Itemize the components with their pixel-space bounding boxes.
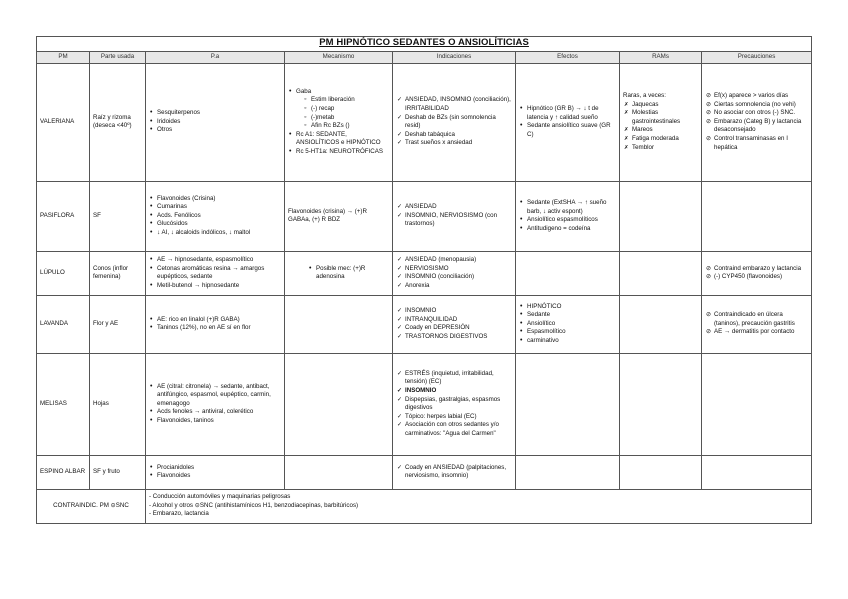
pm-name: VALERIANA: [37, 63, 90, 181]
indicaciones-cell: [393, 353, 516, 455]
pm-name: LAVANDA: [37, 295, 90, 353]
list-item: • Flavonoides: [149, 472, 281, 481]
list-item: • Posible mec: (+)R adenosina: [308, 265, 389, 282]
list-item: • Hipnótico (GR B) → ↓ t de latencia y ↑ calidad sueño: [519, 105, 616, 122]
efectos-cell: [516, 353, 620, 455]
page-title: PM HIPNÓTICO SEDANTES O ANSIOLÍTICIAS: [319, 37, 529, 49]
precauciones-cell: [702, 181, 812, 251]
rams-cell: [620, 353, 702, 455]
list-item: ✓ ANSIEDAD (menopausia): [396, 256, 512, 265]
parte-usada: Flor y AE: [90, 295, 146, 353]
contra-item: - Conducción automóviles y maquinarias peligrosas: [149, 493, 291, 501]
precauciones-cell: [702, 353, 812, 455]
list-item: • Espasmolítico: [519, 328, 616, 337]
list-item: ⊘ Embarazo (Categ B) y lactancia desaconsejado: [705, 118, 808, 135]
list-item: ✓ Coady en DEPRESIÓN: [396, 324, 512, 333]
list-item: ✓ Deshab de BZs (sin somnolencia resid): [396, 114, 512, 131]
parte-usada: Raíz y rizoma (deseca <40º): [90, 63, 146, 181]
list-item: ✓ INSOMNIO: [396, 307, 512, 316]
list-item: • Gaba ◦ Estim liberación ◦ (-) recap ◦ (-)metab ◦ Afin Rc BZs (): [288, 88, 389, 131]
col-header-indicaciones: Indicaciones: [393, 52, 516, 64]
pm-name: MELISAS: [37, 353, 90, 455]
list-item: • Acds. Fenólicos: [149, 212, 281, 221]
col-header-efectos: Efectos: [516, 52, 620, 64]
mecanismo-cell: [285, 455, 393, 489]
list-item: ✓ Trast sueños x ansiedad: [396, 139, 512, 148]
list-item: ✓ Asociación con otros sedantes y/o carminativos: "Agua del Carmen": [396, 421, 512, 438]
list-item: ⊘ Contraind embarazo y lactancia: [705, 265, 808, 274]
pm-name: LÚPULO: [37, 251, 90, 295]
list-item: • Taninos (12%), no en AE sí en flor: [149, 324, 281, 333]
header-row: [37, 52, 812, 64]
list-item: ⊘ AE → dermatitis por contacto: [705, 328, 808, 337]
rams-intro: Raras, a veces:: [623, 92, 666, 100]
contra-item: - Alcohol y otros ⊝SNC (antihistamínicos H1, benzodiacepinas, barbitúricos): [149, 501, 359, 509]
list-item: • Acds fenoles → antiviral, colerético: [149, 408, 281, 417]
list-item: • Ansiolítico espasmolíticos: [519, 216, 616, 225]
list-item: • Cumarinas: [149, 203, 281, 212]
pm-name: PASIFLORA: [37, 181, 90, 251]
title-cell: [37, 37, 812, 52]
efectos-cell: [516, 295, 620, 353]
list-item: ✓ Dispepsias, gastralgias, espasmos digestivos: [396, 396, 512, 413]
indicaciones-cell: [393, 455, 516, 489]
rams-cell: [620, 181, 702, 251]
contra-cell: [146, 489, 812, 523]
list-item: ◦ Afin Rc BZs (): [303, 122, 389, 131]
col-header-rams: RAMs: [620, 52, 702, 64]
list-item: ✓ ANSIEDAD, INSOMNIO (conciliación), IRRITABILIDAD: [396, 96, 512, 113]
list-item: ✓ Anorexia: [396, 282, 512, 291]
pa-cell: [146, 353, 285, 455]
list-item: • Procianidoles: [149, 464, 281, 473]
list-item: ✓ ANSIEDAD: [396, 203, 512, 212]
list-item: ⊘ (-) CYP450 (flavonoides): [705, 273, 808, 282]
list-item: • AE → hipnosedante, espasmolítico: [149, 256, 281, 265]
list-item: ✗ Temblor: [623, 144, 698, 153]
rams-cell: [620, 63, 702, 181]
list-item: ✓ NERVIOSISMO: [396, 265, 512, 274]
list-item: • Flavonoides (Crisina): [149, 195, 281, 204]
row-melisas: [37, 353, 812, 455]
list-item: ⊘ Ciertas somnolencia (no vehi): [705, 101, 808, 110]
efectos-cell: [516, 181, 620, 251]
precauciones-cell: [702, 251, 812, 295]
list-item: ✓ INSOMNIO: [396, 387, 512, 396]
list-item: ✗ Mareos: [623, 126, 698, 135]
list-item: • Sedante: [519, 311, 616, 320]
row-pasiflora: [37, 181, 812, 251]
pa-cell: [146, 63, 285, 181]
precauciones-cell: [702, 295, 812, 353]
rams-cell: [620, 251, 702, 295]
pa-cell: [146, 455, 285, 489]
mecanismo-cell: Flavonoides (crisina) → (+)R GABAa, (+) R BDZ: [285, 181, 393, 251]
col-header-mecanismo: Mecanismo: [285, 52, 393, 64]
list-item: • Ansiolítico: [519, 320, 616, 329]
row-espino-albar: [37, 455, 812, 489]
list-item: • Sedante (ExtSHA → ↑ sueño barb, ↓ activ espont): [519, 199, 616, 216]
list-item: • AE (citral: citronela) → sedante, antibact, antifúngico, espasmol, eupéptico, carmin, emenagogo: [149, 383, 281, 409]
row-valeriana: [37, 63, 812, 181]
list-item: • Cetonas aromáticas resina → amargos eupépticos, sedante: [149, 265, 281, 282]
list-item: • Sedante ansiolítico suave (GR C): [519, 122, 616, 139]
list-item: • Metil-butenol → hipnosedante: [149, 282, 281, 291]
list-item: • Flavonoides, taninos: [149, 417, 281, 426]
rams-cell: [620, 455, 702, 489]
efectos-cell: [516, 251, 620, 295]
list-item: • ↓ AI, ↓ alcaloids indólicos, ↓ maltol: [149, 229, 281, 238]
parte-usada: Hojas: [90, 353, 146, 455]
list-item: ✓ Tópico: herpes labial (EC): [396, 413, 512, 422]
list-item: ✓ TRASTORNOS DIGESTIVOS: [396, 333, 512, 342]
list-item: ⊘ Ef(x) aparece > varios días: [705, 92, 808, 101]
list-item: ✓ INSOMNIO, NERVIOSISMO (con trastornos): [396, 212, 512, 229]
col-header-parte: Parte usada: [90, 52, 146, 64]
list-item: ✓ INSOMNIO (conciliación): [396, 273, 512, 282]
list-item: • HIPNÓTICO: [519, 303, 616, 312]
parte-usada: Conos (inflor femenina): [90, 251, 146, 295]
indicaciones-cell: [393, 295, 516, 353]
efectos-cell: [516, 455, 620, 489]
list-item: ✗ Jaquecas: [623, 101, 698, 110]
col-header-pm: PM: [37, 52, 90, 64]
list-item: ◦ (-)metab: [303, 114, 389, 123]
parte-usada: SF y fruto: [90, 455, 146, 489]
contra-label: CONTRAINDIC. PM ⊝SNC: [37, 489, 146, 523]
list-item: ⊘ Control transaminasas en I hepática: [705, 135, 808, 152]
indicaciones-cell: [393, 251, 516, 295]
list-item: ✓ Coady en ANSIEDAD (palpitaciones, nerviosismo, insomnio): [396, 464, 512, 481]
list-item: ⊘ Contraindicado en úlcera (taninos), precaución gastritis: [705, 311, 808, 328]
rams-cell: [620, 295, 702, 353]
list-item: • Otros: [149, 126, 281, 135]
list-item: • Rc A1: SEDANTE, ANSIOLÍTICOS e HIPNÓTICO: [288, 131, 389, 148]
list-item: • carminativo: [519, 337, 616, 346]
pa-cell: [146, 181, 285, 251]
mecanismo-cell: [285, 295, 393, 353]
list-item: • Iridoides: [149, 118, 281, 127]
efectos-cell: [516, 63, 620, 181]
list-item: ✗ Fatiga moderada: [623, 135, 698, 144]
list-item: • Sesquiterpenos: [149, 109, 281, 118]
pa-cell: [146, 251, 285, 295]
list-item: • AE: rico en linalol (+)R GABA): [149, 316, 281, 325]
pm-name: ESPINO ALBAR: [37, 455, 90, 489]
list-item: ✓ ESTRÉS (inquietud, irritabilidad, tensión) (EC): [396, 370, 512, 387]
precauciones-cell: [702, 455, 812, 489]
precauciones-cell: [702, 63, 812, 181]
list-item: ⊘ No asociar con otros (-) SNC.: [705, 109, 808, 118]
list-item: ✓ Deshab tabáquica: [396, 131, 512, 140]
list-item: ✗ Molestias gastrointestinales: [623, 109, 698, 126]
row-lavanda: [37, 295, 812, 353]
list-item: ◦ Estim liberación: [303, 96, 389, 105]
indicaciones-cell: [393, 181, 516, 251]
mecanismo-cell: [285, 251, 393, 295]
col-header-pa: P.a: [146, 52, 285, 64]
pm-table: [36, 36, 812, 524]
parte-usada: SF: [90, 181, 146, 251]
mecanismo-cell: [285, 353, 393, 455]
contra-item: - Embarazo, lactancia: [149, 510, 209, 518]
row-lupulo: [37, 251, 812, 295]
list-item: • Glucósidos: [149, 220, 281, 229]
col-header-precauciones: Precauciones: [702, 52, 812, 64]
indicaciones-cell: [393, 63, 516, 181]
list-item: • Antitudigeno = codeína: [519, 225, 616, 234]
mecanismo-cell: [285, 63, 393, 181]
list-item: ◦ (-) recap: [303, 105, 389, 114]
list-item: • Rc 5-HT1a: NEUROTRÓFICAS: [288, 148, 389, 157]
row-contraindicaciones: [37, 489, 812, 523]
list-item: ✓ INTRANQUILIDAD: [396, 316, 512, 325]
pa-cell: [146, 295, 285, 353]
